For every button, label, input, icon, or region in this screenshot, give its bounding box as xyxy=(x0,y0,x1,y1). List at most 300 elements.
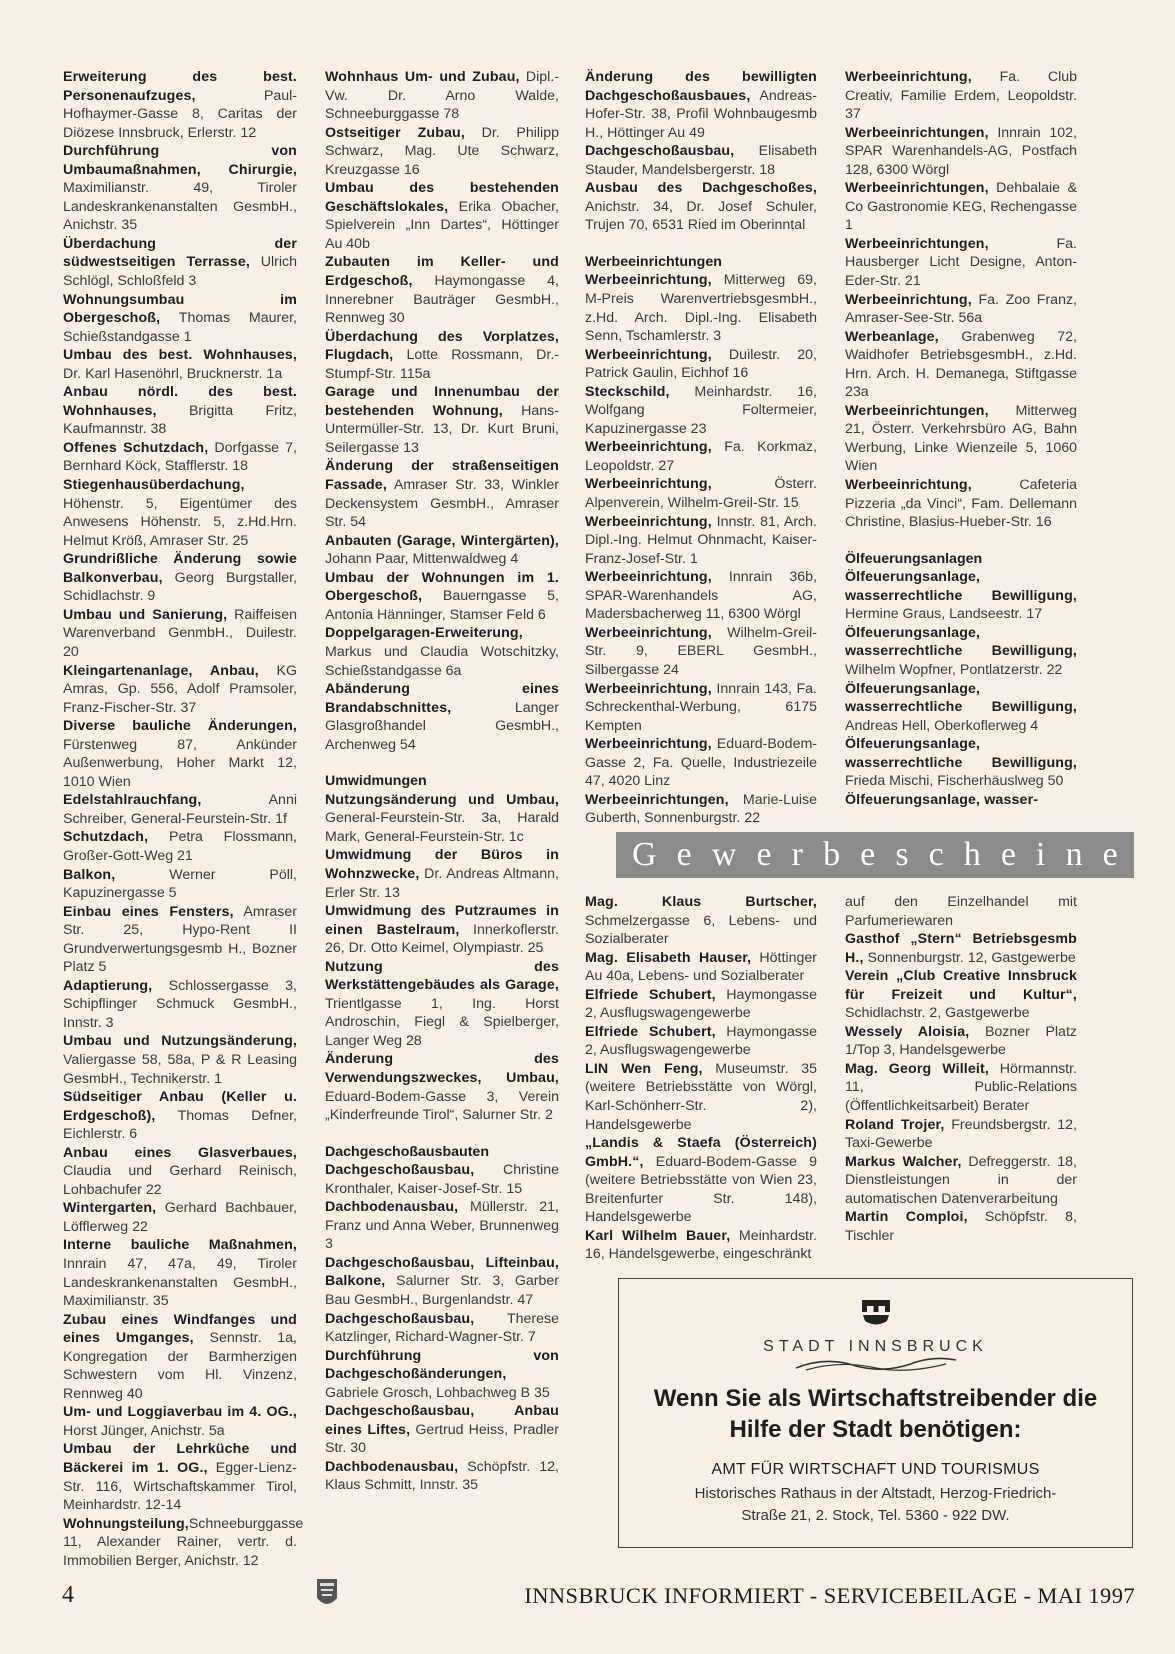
banner-letter: b xyxy=(823,836,841,873)
entry-details: Georg Burgstaller, Schidlachstr. 9 xyxy=(63,569,297,605)
entry-title: Überdachung des Vorplatzes, Flugdach, xyxy=(325,328,559,364)
entry-title: Mag. Elisabeth Hauser, xyxy=(585,949,752,966)
entry-title: Änderung der straßenseitigen Fassade, xyxy=(325,458,559,494)
list-item xyxy=(63,1144,297,1200)
entry-details: Fa. Hausberger Licht Designe, Anton-Eder-Str. 21 xyxy=(845,235,1077,290)
entry-details: Therese Katzlinger, Richard-Wagner-Str. 7 xyxy=(325,1310,559,1346)
stadt-innsbruck-advertisement xyxy=(618,1278,1133,1548)
entry-title: Garage und Innenumbau der bestehenden Wohnung, xyxy=(325,384,559,419)
list-item xyxy=(325,383,559,457)
list-item xyxy=(325,1458,559,1495)
list-item xyxy=(845,476,1077,532)
office-address xyxy=(619,1483,1132,1527)
entry-title: Dachgeschoßausbau, xyxy=(325,1162,475,1179)
entry-details: Grabenweg 72, Waidhofer BetriebsgesmbH., z.Hd. Hrn. Arch. H. Demanega, Stiftgasse 23a xyxy=(845,328,1077,401)
entry-title: Mag. Georg Willeit, xyxy=(845,1060,989,1077)
entry-title: Balkon, xyxy=(63,866,116,883)
section-heading: Ölfeuerungsanlagen xyxy=(845,550,983,567)
entry-details: Eduard-Bodem-Gasse 2, Fa. Quelle, Industriezeile 47, 4020 Linz xyxy=(585,736,817,790)
entry-details: Höttinger Au 40a, Lebens- und Sozialberater xyxy=(585,949,817,985)
entry-details: Österr. Alpenverein, Wilhelm-Greil-Str. 15 xyxy=(585,476,817,512)
section-heading: Dachgeschoßausbauten xyxy=(325,1143,489,1160)
list-item xyxy=(585,68,817,142)
list-item xyxy=(63,1440,297,1514)
entry-details: Schmelzergasse 6, Lebens- und Sozialberater xyxy=(585,912,817,948)
entry-title: Doppelgaragen-Erweiterung, xyxy=(325,625,523,642)
entry-title: Verein „Club Creative Innsbruck für Freizeit und Kultur“, xyxy=(845,968,1077,1003)
entry-title: Einbau eines Fensters, xyxy=(63,903,234,920)
entry-title: Dachbodenausbau, xyxy=(325,1199,459,1216)
swoosh-icon xyxy=(619,1354,1132,1379)
entry-details: Defreggerstr. 18, Dienstleistungen in der automatischen Datenverarbeitung xyxy=(845,1153,1077,1207)
list-item xyxy=(585,1134,817,1227)
list-item xyxy=(63,1032,297,1088)
entry-title: Änderung des Verwendungszweckes, Umbau, xyxy=(325,1051,559,1086)
list-item xyxy=(845,291,1077,328)
entry-details: Hermine Graus, Landseestr. 17 xyxy=(845,606,1043,623)
entry-details: Markus und Claudia Wotschitzky, Schießstandgasse 6a xyxy=(325,643,559,679)
entry-details: Fa. Zoo Franz, Amraser-See-Str. 56a xyxy=(845,291,1077,327)
banner-letter: e xyxy=(1000,836,1016,873)
entry-details: Brigitta Fritz, Kaufmannstr. 38 xyxy=(63,402,297,438)
entry-details: Anni Schreiber, General-Feurstein-Str. 1f xyxy=(63,792,297,827)
entry-details: Anichstr. 34, Dr. Josef Schuler, Trujen 70, 6531 Ried im Oberinntal xyxy=(585,198,817,234)
entry-details: Innrain 143, Fa. Schreckenthal-Werbung, 6175 Kempten xyxy=(585,680,817,734)
list-item xyxy=(63,1199,297,1236)
section-gap xyxy=(325,754,559,772)
list-item xyxy=(325,1254,559,1310)
entry-title: Zubauten im Keller- und Erdgeschoß, xyxy=(325,254,559,290)
column-1 xyxy=(63,68,304,1569)
list-item xyxy=(63,476,297,550)
entry-title: Karl Wilhelm Bauer, xyxy=(585,1227,731,1244)
list-item xyxy=(325,791,559,847)
entry-details: Höhenstr. 5, Eigentümer des Anwesens Höhenstr. 5, z.Hd.Hrn. Helmut Kröß, Amraser Str. 25 xyxy=(63,495,297,549)
entry-details: Mitterweg 21, Österr. Verkehrsbüro AG, Bahn Werbung, Linke Wienzeile 5, 1060 Wien xyxy=(845,402,1077,475)
entry-details: Erika Obacher, Spielverein „Inn Dartes“, Höttinger Au 40b xyxy=(325,198,559,252)
entry-title: Kleingartenanlage, Anbau, xyxy=(63,662,259,679)
entry-details: Dr. Karl Hasenöhrl, Brucknerstr. 1a xyxy=(63,365,283,382)
entry-title: Dachgeschoßausbau, xyxy=(325,1310,475,1327)
entry-details: Elisabeth Stauder, Mandelsbergerstr. 18 xyxy=(585,143,817,178)
entry-details: Dr. Andreas Altmann, Erler Str. 13 xyxy=(325,865,559,901)
list-item xyxy=(845,680,1077,736)
entry-details: Maximilianstr. 49, Tiroler Landeskrankenanstalten GesmbH., Anichstr. 35 xyxy=(63,180,297,234)
list-item xyxy=(845,124,1077,180)
entry-details: Haymongasse 2, Ausflugswagengewerbe xyxy=(585,986,817,1022)
entry-details: Raiffeisen Warenverband GenmbH., Duilestr. 20 xyxy=(63,606,298,660)
entry-title: LIN Wen Feng, xyxy=(585,1060,703,1077)
list-item xyxy=(63,866,297,903)
entry-details: Claudia und Gerhard Reinisch, Lohbachufer 22 xyxy=(63,1163,297,1198)
entry-details: Meinhardstr. 16, Wolfgang Foltermeier, Kapuzinergasse 23 xyxy=(585,383,817,437)
entry-title: Markus Walcher, xyxy=(845,1153,962,1170)
entry-details: Sonnenburgstr. 12, Gastgewerbe xyxy=(863,949,1076,966)
list-item xyxy=(325,624,559,680)
list-item xyxy=(63,235,297,291)
entry-details: Hörmannstr. 11, Public-Relations (Öffentlichkeitsarbeit) Berater xyxy=(845,1060,1077,1115)
entry-title: Anbau nördl. des best. Wohnhauses, xyxy=(63,384,297,419)
entry-title: Werbeeinrichtung, xyxy=(845,477,972,494)
list-item xyxy=(585,475,817,512)
address-line-1: Historisches Rathaus in der Altstadt, Herzog-Friedrich- xyxy=(694,1485,1057,1502)
list-item xyxy=(325,457,559,531)
entry-title: Erweiterung des best. Personenaufzuges, xyxy=(63,69,297,104)
entry-details: Schöpfstr. 8, Tischler xyxy=(845,1209,1077,1244)
entry-title: Werbeeinrichtung, xyxy=(585,680,712,697)
list-item xyxy=(585,383,817,439)
entry-details: Schneeburggasse 11, Alexander Rainer, vertr. d. Immobilien Berger, Anichstr. 12 xyxy=(63,1515,304,1569)
innsbruck-crest-icon xyxy=(619,1297,1132,1334)
entry-title: Wohnungsumbau im Obergeschoß, xyxy=(63,291,297,327)
entry-title: Durchführung von Dachgeschoßänderungen, xyxy=(325,1347,559,1383)
entry-title: Werbeeinrichtungen, xyxy=(845,235,989,252)
entry-details: Cafeteria Pizzeria „da Vinci“, Fam. Dellemann Christine, Blasius-Hueber-Str. 16 xyxy=(845,477,1077,531)
entry-details: Paul-Hofhaymer-Gasse 8, Caritas der Diözese Innsbruck, Erlerstr. 12 xyxy=(63,87,297,141)
banner-letter: e xyxy=(676,836,692,873)
entry-details: Trientlgasse 1, Ing. Horst Androschin, Fiegl & Spielberger, Langer Weg 28 xyxy=(325,995,559,1049)
banner-letter: h xyxy=(963,836,981,873)
entry-title: Wohnhaus Um- und Zubau, xyxy=(325,69,520,85)
list-item xyxy=(63,383,297,439)
list-item xyxy=(63,439,297,476)
entry-title: Änderung des bewilligten Dachgeschoßausbaues, xyxy=(585,69,817,104)
column-6 xyxy=(845,893,1077,1268)
list-item xyxy=(63,1403,297,1440)
entry-title: Werbeeinrichtung, xyxy=(845,291,972,308)
banner-letter: G xyxy=(632,836,657,873)
list-item xyxy=(325,532,559,569)
list-item xyxy=(63,68,297,142)
list-item xyxy=(585,1023,817,1060)
banner-letter: c xyxy=(928,836,944,873)
list-item xyxy=(325,1050,559,1124)
entry-title: Ostseitiger Zubau, xyxy=(325,124,465,141)
list-item xyxy=(845,402,1077,476)
list-item xyxy=(585,438,817,475)
entry-title: Diverse bauliche Änderungen, xyxy=(63,718,297,735)
list-item xyxy=(845,235,1077,291)
entry-details: Ulrich Schlögl, Schloßfeld 3 xyxy=(63,254,297,290)
banner-letter: e xyxy=(1102,836,1118,873)
ad-headline-line-1: Wenn Sie als Wirtschaftstreibender die xyxy=(653,1385,1098,1412)
entry-title: Anbauten (Garage, Wintergärten), xyxy=(325,532,559,549)
column-4 xyxy=(845,68,1077,808)
entry-title: Umbau und Nutzungsänderung, xyxy=(63,1033,297,1050)
section-gap xyxy=(585,235,817,253)
entry-details: Wilhelm-Greil-Str. 9, EBERL GesmbH., Silbergasse 24 xyxy=(585,624,817,678)
column-3 xyxy=(585,68,817,827)
entry-title: Werbeeinrichtungen, xyxy=(845,402,989,419)
section-heading: Umwidmungen xyxy=(325,773,427,790)
entry-title: Elfriede Schubert, xyxy=(585,986,716,1003)
list-item xyxy=(325,68,559,124)
entry-details: Dehbalaie & Co Gastronomie KEG, Rechengasse 1 xyxy=(845,180,1077,234)
entry-title: Grundrißliche Änderung sowie Balkonverbau, xyxy=(63,551,297,586)
list-item xyxy=(63,1311,297,1404)
entry-details: Fürstenweg 87, Ankünder Außenwerbung, Hoher Markt 12, 1010 Wien xyxy=(63,736,297,790)
ad-headline-line-2: Hilfe der Stadt benötigen: xyxy=(729,1416,1022,1443)
banner-letter: e xyxy=(860,836,876,873)
entry-details: Innrain 102, SPAR Warenhandels-AG, Postfach 128, 6300 Wörgl xyxy=(845,124,1077,178)
list-item xyxy=(845,967,1077,1023)
entry-title: Ölfeuerungsanlage, wasserrechtliche Bewilligung, xyxy=(845,680,1077,716)
entry-title: Dachgeschoßausbau, xyxy=(585,143,735,160)
entry-title: Stiegenhausüberdachung, xyxy=(63,477,245,494)
entry-title: Werbeeinrichtung, xyxy=(585,346,712,363)
entry-details: Schlossergasse 3, Schipflinger Schmuck GesmbH., Innstr. 3 xyxy=(63,977,297,1031)
entry-title: Um- und Loggiaverbau im 4. OG., xyxy=(63,1404,297,1421)
entry-title: Werbeeinrichtung, xyxy=(585,736,712,753)
entry-title: Werbeanlage, xyxy=(845,328,939,345)
list-item xyxy=(63,1236,297,1310)
entry-details: Amraser Str. 25, Hypo-Rent II Grundverwertungsgesmb H., Bozner Platz 5 xyxy=(63,903,297,976)
entry-title: Wohnungsteilung, xyxy=(63,1515,189,1532)
entry-details: Eduard-Bodem-Gasse 3, Verein „Kinderfreunde Tirol“, Salurner Str. 2 xyxy=(325,1088,559,1124)
list-item xyxy=(63,662,297,718)
entry-title: Ölfeuerungsanlage, wasserrechtliche Bewilligung, xyxy=(845,624,1077,660)
entry-title: Südseitiger Anbau (Keller u. Erdgeschoß), xyxy=(63,1089,297,1124)
list-item xyxy=(845,1208,1077,1245)
list-item xyxy=(585,568,817,624)
list-item xyxy=(845,328,1077,402)
list-item xyxy=(845,624,1077,680)
list-item xyxy=(325,124,559,180)
list-item xyxy=(63,346,297,383)
entry-title: „Landis & Staefa (Österreich) GmbH.“, xyxy=(585,1135,817,1170)
entry-title: Dachgeschoßausbau, Anbau eines Liftes, xyxy=(325,1403,559,1438)
list-item xyxy=(63,903,297,977)
list-item xyxy=(63,717,297,791)
list-item xyxy=(325,1198,559,1254)
entry-details: Innrain 36b, SPAR-Warenhandels AG, Madersbacherweg 11, 6300 Wörgl xyxy=(585,569,817,623)
list-item xyxy=(585,624,817,680)
column-5 xyxy=(585,893,817,1268)
entry-details: Innerkoflerstr. 26, Dr. Otto Keimel, Olympiastr. 25 xyxy=(325,921,559,957)
list-item xyxy=(325,902,559,958)
entry-details: Horst Jünger, Anichstr. 5a xyxy=(63,1422,225,1439)
entry-title: Nutzung des Werkstättengebäudes als Garage, xyxy=(325,958,559,994)
list-item xyxy=(585,949,817,986)
entry-details: Langer Glasgroßhandel GesmbH., Archenweg 54 xyxy=(325,699,559,753)
list-item xyxy=(325,958,559,1051)
entry-title: Umbau der Wohnungen im 1. Obergeschoß, xyxy=(325,569,559,605)
list-item xyxy=(845,68,1077,124)
entry-details: Schöpfstr. 12, Klaus Schmitt, Innstr. 35 xyxy=(325,1458,559,1494)
entry-details: Werner Pöll, Kapuzinergasse 5 xyxy=(63,866,297,902)
entry-title: Werbeeinrichtung, xyxy=(585,476,712,493)
list-item xyxy=(845,893,1077,930)
list-item xyxy=(325,569,559,625)
city-name: STADT INNSBRUCK xyxy=(763,1338,988,1355)
entry-title: Wintergarten, xyxy=(63,1200,157,1217)
entry-details: General-Feurstein-Str. 3a, Harald Mark, General-Feurstein-Str. 1c xyxy=(325,810,559,845)
entry-details: Hans-Untermüller-Str. 13, Dr. Kurt Bruni, Seilergasse 13 xyxy=(325,402,559,456)
entry-title: Roland Trojer, xyxy=(845,1116,945,1133)
entry-details: Andreas-Hofer-Str. 38, Profil Wohnbaugesmb H., Höttinger Au 49 xyxy=(585,87,817,141)
entry-details: Innrain 47, 47a, 49, Tiroler Landeskrankenanstalten GesmbH., Maximilianstr. 35 xyxy=(63,1256,297,1310)
entry-details: Duilestr. 20, Patrick Gaulin, Eichhof 16 xyxy=(585,346,817,382)
list-item xyxy=(845,568,1077,624)
list-item xyxy=(325,1347,559,1403)
entry-title: Ölfeuerungsanlage, wasserrechtliche Bewilligung, xyxy=(845,736,1077,771)
entry-details: Meinhardstr. 16, Handelsgewerbe, eingeschränkt xyxy=(585,1227,817,1263)
section-gap xyxy=(845,532,1077,550)
entry-details: Christine Kronthaler, Kaiser-Josef-Str. 15 xyxy=(325,1162,559,1197)
list-item xyxy=(845,735,1077,791)
entry-title: Edelstahlrauchfang, xyxy=(63,792,202,809)
entry-title: Umbau des bestehenden Geschäftslokales, xyxy=(325,180,559,215)
list-item xyxy=(585,142,817,179)
entry-details: Sennstr. 1a, Kongregation der Barmherzigen Schwestern vom Hl. Vinzenz, Rennweg 40 xyxy=(63,1330,297,1402)
entry-details: Petra Flossmann, Großer-Gott-Weg 21 xyxy=(63,829,297,864)
entry-details: Gabriele Grosch, Lohbachweg B 35 xyxy=(325,1384,550,1401)
entry-details: Wilhelm Wopfner, Pontlatzerstr. 22 xyxy=(845,661,1063,678)
list-item xyxy=(585,513,817,569)
entry-title: Werbeeinrichtungen, xyxy=(845,180,989,197)
ad-headline xyxy=(619,1383,1132,1445)
entry-title: Elfriede Schubert, xyxy=(585,1023,716,1040)
entry-details: Salurner Str. 3, Garber Bau GesmbH., Burgenlandstr. 47 xyxy=(325,1273,559,1308)
entry-title: Ölfeuerungsanlage, wasserrechtliche Bewilligung, xyxy=(845,569,1077,604)
gewerbescheine-banner xyxy=(616,832,1134,878)
entry-title: Schutzdach, xyxy=(63,829,149,846)
entry-details: Haymongasse 2, Ausflugswagengewerbe xyxy=(585,1023,817,1059)
list-item xyxy=(585,1060,817,1134)
banner-letter: w xyxy=(711,836,737,873)
entry-title: Werbeeinrichtung, xyxy=(585,569,712,586)
entry-title: Werbeeinrichtung, xyxy=(845,69,972,85)
list-item xyxy=(325,1310,559,1347)
list-item xyxy=(325,846,559,902)
list-item xyxy=(63,977,297,1033)
entry-details: Lotte Rossmann, Dr.-Stumpf-Str. 115a xyxy=(325,347,559,382)
innsbruck-emblem-icon xyxy=(316,1578,338,1615)
entry-title: Adaptierung, xyxy=(63,977,153,994)
list-item xyxy=(63,1515,304,1571)
entry-details: Dorfgasse 7, Bernhard Köck, Stafflerstr. 18 xyxy=(63,439,297,475)
entry-details: Gertrud Heiss, Pradler Str. 30 xyxy=(325,1421,560,1457)
list-item xyxy=(845,1023,1077,1060)
entry-title: Ölfeuerungsanlage, wasser- xyxy=(845,791,1039,808)
list-item xyxy=(845,930,1077,967)
entry-details: Amraser Str. 33, Winkler Deckensystem GesmbH., Amraser Str. 54 xyxy=(325,477,559,531)
entry-details: Mitterweg 69, M-Preis WarenvertriebsgesmbH., z.Hd. Arch. Dipl.-Ing. Elisabeth Senn, Tschamlerstr. 3 xyxy=(585,272,817,345)
list-item xyxy=(325,1161,559,1198)
list-item xyxy=(63,606,297,662)
list-item xyxy=(585,680,817,736)
entry-details: KG Amras, Gp. 556, Adolf Pramsoler, Franz-Fischer-Str. 37 xyxy=(63,662,297,716)
entry-title: Dachgeschoßausbau, Lifteinbau, Balkone, xyxy=(325,1254,559,1290)
entry-title: Werbeeinrichtung, xyxy=(585,439,712,456)
entry-details: Andreas Hell, Oberkoflerweg 4 xyxy=(845,717,1039,734)
entry-title: Abänderung eines Brandabschnittes, xyxy=(325,681,559,716)
list-item xyxy=(63,1088,297,1144)
entry-title: Umbau und Sanierung, xyxy=(63,606,228,623)
entry-details: Bozner Platz 1/Top 3, Handelsgewerbe xyxy=(845,1023,1077,1059)
entry-details: Gerhard Bachbauer, Löfflerweg 22 xyxy=(63,1200,297,1235)
page-number: 4 xyxy=(62,1582,74,1608)
list-item xyxy=(325,680,559,754)
entry-details: Innstr. 81, Arch. Dipl.-Ing. Helmut Ohnmacht, Kaiser-Franz-Josef-Str. 1 xyxy=(585,513,817,567)
entry-title: Umwidmung des Putzraumes in einen Bastelraum, xyxy=(325,903,559,938)
entry-title: Wessely Aloisia, xyxy=(845,1023,970,1040)
entry-title: Gasthof „Stern“ Betriebsgesmb H., xyxy=(845,931,1077,966)
list-item xyxy=(63,550,297,606)
entry-title: Überdachung der südwestseitigen Terrasse, xyxy=(63,235,297,271)
list-item xyxy=(325,179,559,253)
entry-details: Valiergasse 58, 58a, P & R Leasing GesmbH., Technikerstr. 1 xyxy=(63,1051,297,1087)
entry-title: Steckschild, xyxy=(585,383,670,400)
list-item xyxy=(845,1116,1077,1153)
banner-letter: s xyxy=(895,836,909,873)
entry-details: Egger-Lienz-Str. 116, Wirtschaftskammer Tirol, Meinhardstr. 12-14 xyxy=(63,1460,297,1514)
entry-title: Umbau der Lehrküche und Bäckerei im 1. OG., xyxy=(63,1441,297,1477)
entry-title: Mag. Klaus Burtscher, xyxy=(585,894,817,910)
entry-details: Museumstr. 35 (weitere Betriebsstätte von Wörgl, Karl-Schönherr-Str. 2), Handelsgewerbe xyxy=(585,1060,817,1133)
entry-title: Werbeeinrichtung, xyxy=(585,513,712,530)
entry-title: Werbeeinrichtungen, xyxy=(585,791,729,808)
banner-letter: i xyxy=(1036,836,1046,873)
entry-details: Frieda Mischi, Fischerhäuslweg 50 xyxy=(845,773,1064,790)
list-item xyxy=(63,828,297,865)
footer-title: INNSBRUCK INFORMIERT - SERVICEBEILAGE - MAI 1997 xyxy=(524,1583,1135,1608)
entry-details: Eduard-Bodem-Gasse 9 (weitere Betriebsstätte von Wien 23, Breitenfurter Str. 148), Handelsgewerbe xyxy=(585,1153,817,1226)
entry-details: Fa. Korkmaz, Leopoldstr. 27 xyxy=(585,439,817,474)
banner-letter: n xyxy=(1065,836,1083,873)
list-item xyxy=(325,253,559,327)
entry-details: Thomas Defner, Eichlerstr. 6 xyxy=(63,1107,297,1143)
entry-title: Werbeeinrichtung, xyxy=(585,624,712,641)
entry-details: Johann Paar, Mittenwaldweg 4 xyxy=(325,551,519,568)
entry-details: Haymongasse 4, Innerebner Bauträger GesmbH., Rennweg 30 xyxy=(325,273,559,327)
list-item xyxy=(585,735,817,791)
list-item xyxy=(585,271,817,345)
entry-title: Martin Comploi, xyxy=(845,1209,968,1226)
entry-title: Anbau eines Glasverbaues, xyxy=(63,1144,297,1161)
office-name: AMT FÜR WIRTSCHAFT UND TOURISMUS xyxy=(711,1461,1040,1478)
entry-title: Interne bauliche Maßnahmen, xyxy=(63,1237,297,1254)
list-item xyxy=(585,346,817,383)
list-item xyxy=(325,1402,559,1458)
entry-title: Ausbau des Dachgeschoßes, xyxy=(585,180,817,197)
entry-details: Fa. Club Creativ, Familie Erdem, Leopoldstr. 37 xyxy=(845,69,1077,123)
entry-details: Müllerstr. 21, Franz und Anna Weber, Brunnenweg 3 xyxy=(325,1199,559,1253)
list-item xyxy=(845,791,1077,810)
page-footer xyxy=(0,1582,1175,1622)
list-item xyxy=(585,179,817,235)
column-2 xyxy=(325,68,560,1494)
entry-title: Zubau eines Windfanges und eines Umganges, xyxy=(63,1311,297,1347)
entry-title: Offenes Schutzdach, xyxy=(63,439,209,456)
entry-details: Bauerngasse 5, Antonia Hänninger, Stamser Feld 6 xyxy=(325,588,559,623)
entry-details: Dipl.-Vw. Dr. Arno Walde, Schneeburggasse 78 xyxy=(325,69,559,123)
list-item xyxy=(585,791,817,828)
entry-details: Schidlachstr. 2, Gastgewerbe xyxy=(845,1005,1030,1022)
entry-title: Durchführung von Umbaumaßnahmen, Chirurgie, xyxy=(63,143,297,178)
list-item xyxy=(585,893,817,949)
section-gap xyxy=(325,1125,559,1143)
entry-title: Dachbodenausbau, xyxy=(325,1458,459,1475)
address-line-2: Straße 21, 2. Stock, Tel. 5360 - 922 DW. xyxy=(741,1507,1010,1524)
entry-details: Freundsbergstr. 12, Taxi-Gewerbe xyxy=(845,1116,1078,1152)
list-item xyxy=(845,1153,1077,1209)
section-heading: Werbeeinrichtungen xyxy=(585,253,722,270)
entry-title: Nutzungsänderung und Umbau, xyxy=(325,791,559,808)
banner-letter: e xyxy=(756,836,772,873)
list-item xyxy=(63,142,297,235)
entry-details: Dr. Philipp Schwarz, Mag. Ute Schwarz, Kreuzgasse 16 xyxy=(325,124,559,178)
